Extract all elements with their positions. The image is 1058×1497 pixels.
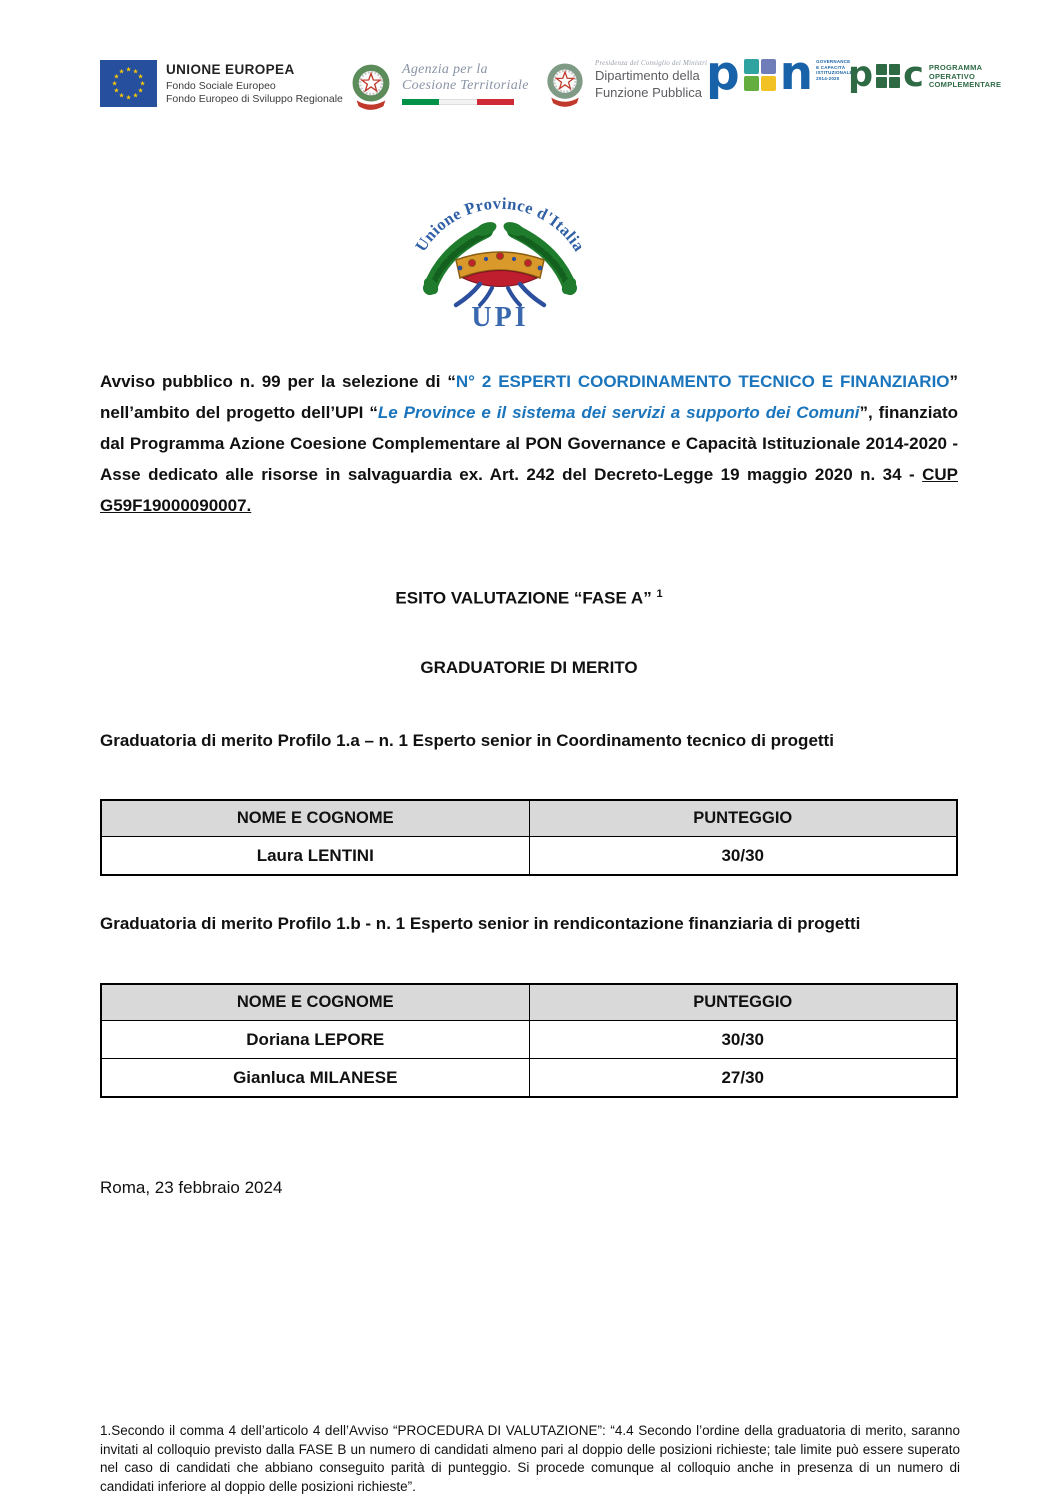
eu-logo — [100, 60, 343, 107]
pon-letter-p: p — [706, 46, 740, 101]
svg-text:★: ★ — [111, 79, 118, 88]
pon-logo — [706, 46, 853, 101]
footnote-text: 1.Secondo il comma 4 dell’articolo 4 dell’Avviso “PROCEDURA DI VALUTAZIONE”: “4.4 Secondo l’ordine della graduatoria di merito, saranno invitati al colloquio previsto dalla FASE B un numero di candidati almeno pari al doppio delle posizioni richieste; tale limite può essere superato nel caso di candidati che abbiano conseguito parità di punteggio. Si procede comunque al colloquio anche in presenza di un numero di candidati inferiore al doppio delle posizioni richieste”. — [100, 1423, 960, 1494]
upi-arc-text: Unione Province d'Italia — [411, 193, 589, 255]
italy-emblem-icon — [543, 56, 587, 110]
intro-seg1: Avviso pubblico n. 99 per la selezione di “ — [100, 372, 456, 391]
svg-text:★: ★ — [125, 65, 132, 74]
italy-tricolor-bar — [402, 99, 514, 105]
candidate-name: Doriana LEPORE — [101, 1021, 529, 1059]
col-header-nome: NOME E COGNOME — [101, 800, 529, 837]
intro-paragraph — [100, 366, 958, 521]
heading-graduatorie: GRADUATORIE DI MERITO — [420, 658, 638, 677]
svg-text:★: ★ — [113, 72, 120, 81]
table-profilo-1a — [100, 799, 958, 876]
section-b-title: Graduatoria di merito Profilo 1.b - n. 1 Esperto senior in rendicontazione finanziaria di progetti — [100, 914, 861, 933]
agenzia-line2: Coesione Territoriale — [402, 78, 529, 93]
table-header-row — [101, 800, 957, 837]
table-row — [101, 837, 957, 876]
candidate-name: Gianluca MILANESE — [101, 1059, 529, 1098]
svg-text:★: ★ — [113, 86, 120, 95]
col-header-nome: NOME E COGNOME — [101, 984, 529, 1021]
svg-text:★: ★ — [125, 93, 132, 102]
col-header-punteggio: PUNTEGGIO — [529, 800, 957, 837]
footnote-ref: 1 — [656, 588, 663, 600]
italy-emblem-icon — [348, 58, 394, 112]
candidate-name: Laura LENTINI — [101, 837, 529, 876]
svg-text:★: ★ — [137, 86, 144, 95]
candidate-score: 27/30 — [529, 1059, 957, 1098]
svg-text:★: ★ — [139, 79, 146, 88]
date-line: Roma, 23 febbraio 2024 — [100, 1178, 283, 1197]
svg-text:★: ★ — [137, 72, 144, 81]
pon-letter-n: n — [779, 46, 814, 101]
heading-esito-valutazione: ESITO VALUTAZIONE “FASE A” $^1$ — [395, 588, 663, 608]
upi-crest-icon — [400, 168, 600, 330]
candidate-score: 30/30 — [529, 837, 957, 876]
table-header-row — [101, 984, 957, 1021]
intro-seg3: ” nell’ambito del progetto dell’UPI “ — [100, 372, 959, 422]
upi-acronym: UPI — [471, 302, 529, 330]
pon-vertical-text: GOVERNANCE E CAPACITÀ ISTITUZIONALE 2014-2020 — [816, 59, 853, 81]
intro-seg5: ”, finanziato dal Programma Azione Coesione Complementare al PON Governance e Capacità Istituzionale 2014-2020 - Asse dedicato alle risorse in salvaguardia ex. Art. 242 del Decreto-Legge 19 maggio 2020 n. 34 - — [100, 403, 958, 484]
section-a-title: Graduatoria di merito Profilo 1.a – n. 1 Esperto senior in Coordinamento tecnico di progetti — [100, 731, 834, 750]
intro-seg4-blue-italic: Le Province e il sistema dei servizi a supporto dei Comuni — [377, 403, 860, 422]
pon-squares-icon — [744, 59, 776, 91]
poc-letter-p: p — [848, 55, 874, 95]
table-profilo-1b — [100, 983, 958, 1098]
dfp-line1: Dipartimento della — [595, 68, 700, 83]
col-header-punteggio: PUNTEGGIO — [529, 984, 957, 1021]
agenzia-coesione-logo — [348, 58, 529, 112]
agenzia-line1: Agenzia per la — [402, 62, 488, 77]
svg-text:★: ★ — [132, 91, 139, 100]
eu-logo-line2: Fondo Europeo di Sviluppo Regionale — [166, 93, 343, 105]
table-row — [101, 1021, 957, 1059]
poc-squares-icon — [876, 64, 900, 88]
intro-seg2-blue: N° 2 ESPERTI COORDINAMENTO TECNICO E FINANZIARIO — [455, 372, 950, 391]
upi-logo — [400, 168, 600, 335]
presidenza-script-line: Presidenza del Consiglio dei Ministri — [595, 59, 708, 67]
candidate-score: 30/30 — [529, 1021, 957, 1059]
funzione-pubblica-logo — [543, 56, 707, 110]
eu-logo-title: UNIONE EUROPEA — [166, 62, 295, 77]
svg-text:Unione Province d'Italia — [411, 194, 589, 255]
table-row — [101, 1059, 957, 1098]
poc-logo — [848, 55, 1002, 95]
svg-text:★: ★ — [118, 67, 125, 76]
dfp-line2: Funzione Pubblica — [595, 84, 702, 100]
intro-cup-code: CUP G59F19000090007. — [100, 465, 958, 515]
eu-logo-line1: Fondo Sociale Europeo — [166, 80, 276, 92]
svg-text:★: ★ — [132, 67, 139, 76]
eu-flag-icon — [100, 60, 157, 107]
poc-text: PROGRAMMA OPERATIVO COMPLEMENTARE — [928, 63, 1002, 89]
svg-text:★: ★ — [118, 91, 125, 100]
poc-letter-c: c — [903, 55, 924, 95]
